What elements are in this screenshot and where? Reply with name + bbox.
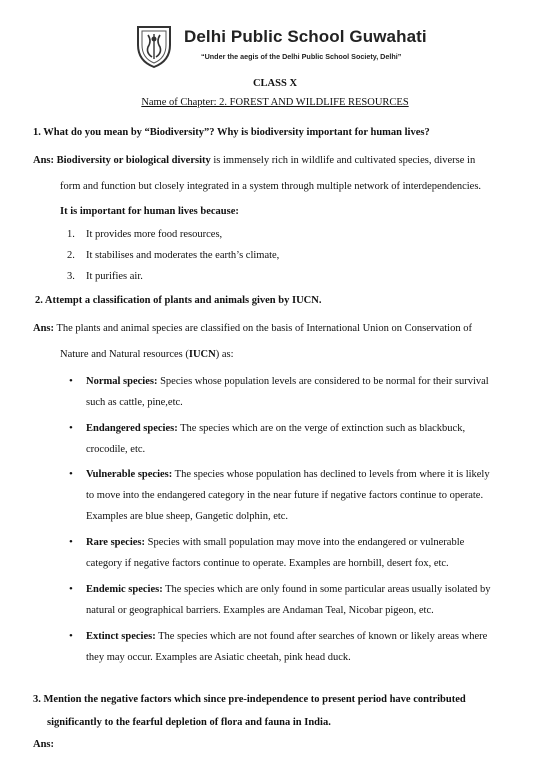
bullet-icon: • (69, 536, 73, 548)
answer-2-line-1 (33, 322, 472, 336)
category-line-2: to move into the endangered category in the near future if negative factors continue to operate. (86, 490, 484, 501)
class-title: CLASS X (252, 78, 298, 89)
category-line-2: they may occur. Examples are Asiatic cheetah, pink head duck. (86, 652, 351, 663)
answer-1-text: is immensely rich in wildlife and cultivated species, diverse in (210, 155, 476, 166)
school-motto: “Under the aegis of the Delhi Public School Society, Delhi” (201, 52, 402, 61)
point-text: It purifies air. (86, 271, 143, 282)
question-2: 2. Attempt a classification of plants and animals given by IUCN. (35, 295, 322, 306)
category-line-1 (86, 583, 491, 597)
category-term: Vulnerable species: (86, 469, 173, 480)
category-description: Species whose population levels are considered to be normal for their survival (157, 376, 489, 387)
category-description: Species with small population may move into the endangered or vulnerable (145, 537, 465, 548)
dps-emblem-icon (134, 25, 174, 69)
question-3-line-1: 3. Mention the negative factors which since pre-independence to present period have contributed (33, 694, 466, 705)
answer-1-line-1 (33, 154, 475, 168)
category-description: The species whose population has declined to levels from where it is likely (172, 469, 490, 480)
answer-label: Ans: (33, 739, 55, 750)
answer-2-line-2 (60, 348, 234, 362)
category-line-1 (86, 630, 487, 644)
category-line-2: natural or geographical barriers. Examples are Andaman Teal, Nicobar pigeon, etc. (86, 605, 434, 616)
school-header (0, 10, 550, 72)
category-line-1 (86, 536, 464, 550)
category-description: The species which are not found after searches of known or likely areas where (155, 631, 488, 642)
category-description: The species which are on the verge of extinction such as blackbuck, (177, 423, 466, 434)
bullet-icon: • (69, 375, 73, 387)
point-text: It provides more food resources, (86, 229, 223, 240)
importance-heading: It is important for human lives because: (60, 206, 239, 217)
answer-label: Ans: (33, 323, 55, 334)
answer-2-text: Nature and Natural resources ( (60, 349, 189, 360)
answer-2-text: ) as: (215, 349, 234, 360)
category-term: Rare species: (86, 537, 145, 548)
biodiversity-term: Biodiversity or biological diversity (56, 155, 211, 166)
category-line-2: crocodile, etc. (86, 444, 146, 455)
category-line-1 (86, 468, 490, 482)
category-term: Extinct species: (86, 631, 156, 642)
question-3-line-2: significantly to the fearful depletion of flora and fauna in India. (47, 717, 331, 728)
question-1: 1. What do you mean by “Biodiversity”? Why is biodiversity important for human lives? (33, 127, 430, 138)
bullet-icon: • (69, 468, 73, 480)
point-number: 3. (67, 271, 75, 282)
category-description: The species which are only found in some particular areas usually isolated by (162, 584, 491, 595)
chapter-title: Name of Chapter: 2. FOREST AND WILDLIFE RESOURCES (141, 97, 409, 108)
category-term: Normal species: (86, 376, 158, 387)
point-text: It stabilises and moderates the earth’s climate, (86, 250, 280, 261)
bullet-icon: • (69, 630, 73, 642)
answer-1-line-2: form and function but closely integrated in a system through multiple network of interdependencies. (60, 181, 482, 192)
bullet-icon: • (69, 422, 73, 434)
category-term: Endemic species: (86, 584, 163, 595)
bullet-icon: • (69, 583, 73, 595)
category-line-3: Examples are blue sheep, Gangetic dolphin, etc. (86, 511, 289, 522)
answer-label: Ans: (33, 155, 55, 166)
answer-2-text: The plants and animal species are classified on the basis of International Union on Conservation of (56, 323, 472, 334)
category-line-2: category if negative factors continue to operate. Examples are hornbill, desert fox, etc. (86, 558, 449, 569)
point-number: 2. (67, 250, 75, 261)
category-line-1 (86, 375, 489, 389)
category-line-1 (86, 422, 465, 436)
school-name: Delhi Public School Guwahati (184, 27, 427, 46)
iucn-term: IUCN (188, 349, 216, 360)
point-number: 1. (67, 229, 75, 240)
category-line-2: such as cattle, pine,etc. (86, 397, 183, 408)
category-term: Endangered species: (86, 423, 178, 434)
